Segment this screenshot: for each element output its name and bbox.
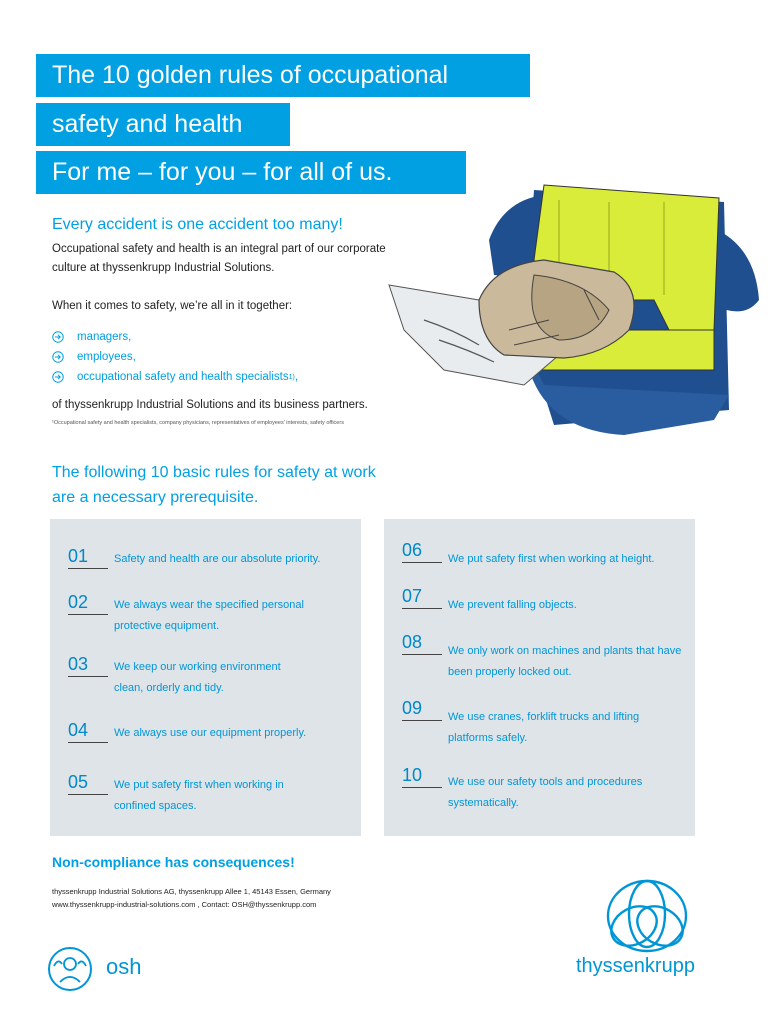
osh-logo-icon — [46, 946, 94, 992]
rules-panel-right — [384, 519, 695, 836]
intro-text: Occupational safety and health is an integral part of our corporate culture at thyssenkrupp Industrial Solutions. — [52, 243, 386, 274]
title-line-3: For me – for you – for all of us. — [36, 151, 466, 194]
rule-text: We put safety first when working at height. — [448, 553, 655, 565]
rules-heading-line-1: The following 10 basic rules for safety at work — [52, 464, 376, 481]
rule-number: 04 — [68, 719, 108, 743]
bullet-label: managers, — [77, 331, 132, 343]
thyssenkrupp-logo-icon — [604, 876, 690, 954]
arrow-circle-icon — [52, 371, 64, 383]
rule-text: We always use our equipment properly. — [114, 727, 307, 739]
title-line-2: safety and health — [36, 103, 290, 146]
bullet-label: occupational safety and health specialists — [77, 371, 289, 383]
bullet-item — [52, 327, 298, 347]
bullet-list — [52, 327, 298, 387]
bullet-item — [52, 367, 298, 387]
partners-text: of thyssenkrupp Industrial Solutions and its business partners. — [52, 399, 368, 411]
brand-name: thyssenkrupp — [576, 955, 695, 977]
osh-label: osh — [106, 954, 142, 979]
address-line-2: www.thyssenkrupp-industrial-solutions.com , Contact: OSH@thyssenkrupp.com — [52, 900, 317, 909]
rule-text: We always wear the specified personal protective equipment. — [114, 599, 304, 632]
rule-number: 05 — [68, 771, 108, 795]
rule-number: 09 — [402, 697, 442, 721]
rule-number: 08 — [402, 631, 442, 655]
bullet-label: employees, — [77, 351, 136, 363]
intro-heading: Every accident is one accident too many! — [52, 216, 343, 233]
arrow-circle-icon — [52, 351, 64, 363]
rules-heading-line-2: are a necessary prerequisite. — [52, 489, 259, 506]
address-line-1: thyssenkrupp Industrial Solutions AG, thyssenkrupp Allee 1, 45143 Essen, Germany — [52, 887, 331, 896]
rule-text: We prevent falling objects. — [448, 599, 577, 611]
rule-number: 10 — [402, 764, 442, 788]
safety-vest-illustration — [384, 180, 768, 450]
title-line-1: The 10 golden rules of occupational — [36, 54, 530, 97]
together-text: When it comes to safety, we’re all in it together: — [52, 300, 293, 312]
footnote-marker: 1) — [288, 373, 295, 381]
bullet-item — [52, 347, 298, 367]
footnote: ¹Occupational safety and health specialists, company physicians, representatives of employees’ interests, safety officers — [52, 420, 344, 426]
noncompliance-heading: Non-compliance has consequences! — [52, 854, 295, 870]
rules-panel-left — [50, 519, 361, 836]
rule-text: Safety and health are our absolute priority. — [114, 553, 321, 565]
rule-text: We put safety first when working in confined spaces. — [114, 779, 284, 812]
rule-text: We keep our working environment clean, orderly and tidy. — [114, 661, 281, 694]
rule-number: 07 — [402, 585, 442, 609]
rule-number: 03 — [68, 653, 108, 677]
rules-heading — [52, 460, 376, 510]
rule-text: We use cranes, forklift trucks and lifting platforms safely. — [448, 711, 640, 744]
arrow-circle-icon — [52, 331, 64, 343]
bullet-suffix: , — [294, 371, 299, 383]
rule-number: 06 — [402, 539, 442, 563]
rule-number: 01 — [68, 545, 108, 569]
company-address — [52, 885, 331, 911]
rule-text: We use our safety tools and procedures systematically. — [448, 776, 643, 809]
rule-text: We only work on machines and plants that have been properly locked out. — [448, 645, 682, 678]
rule-number: 02 — [68, 591, 108, 615]
